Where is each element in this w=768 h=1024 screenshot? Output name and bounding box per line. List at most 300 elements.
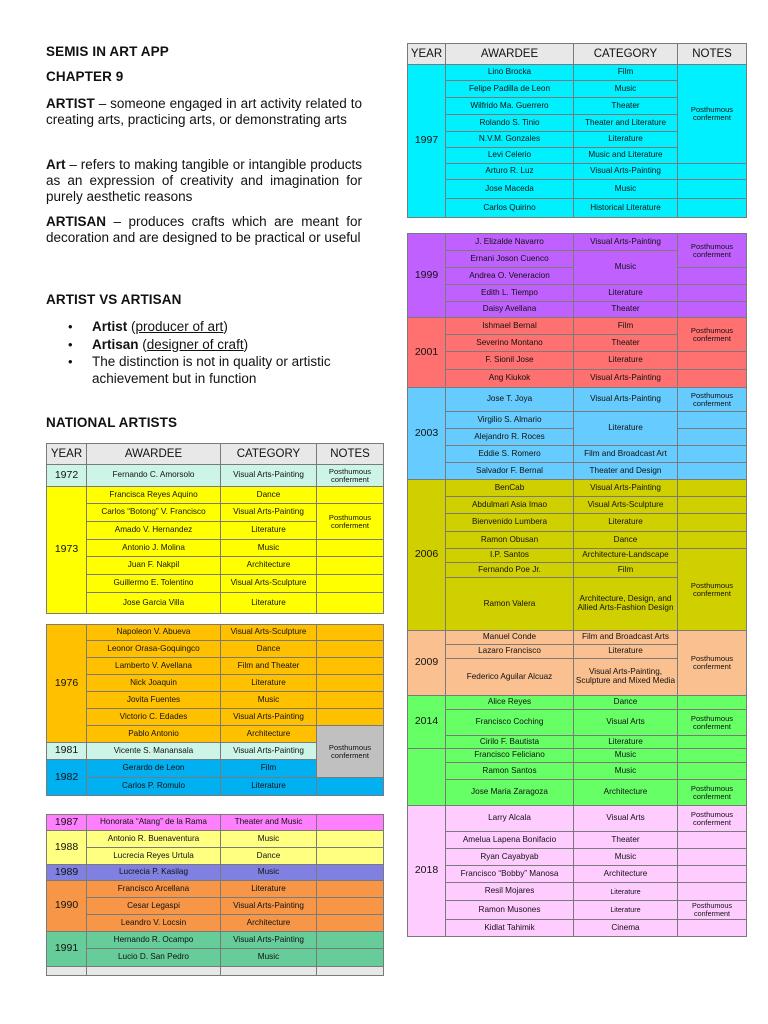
notes-cell	[317, 675, 384, 692]
art-term: Art	[46, 157, 66, 172]
category-cell: Dance	[221, 487, 317, 504]
table-row	[408, 412, 747, 429]
table-row	[47, 815, 384, 831]
category-cell: Literature	[221, 881, 317, 898]
year-cell: 1972	[47, 465, 87, 487]
artisan-definition-text: – produces crafts which are meant for decoration and are designed to be practical or useful	[46, 214, 362, 246]
table-row	[47, 831, 384, 848]
producer-of-art-link: producer of art	[135, 319, 224, 334]
table-row	[47, 898, 384, 915]
notes-cell	[678, 514, 747, 532]
notes-cell	[678, 268, 747, 285]
bullet-artist-term: Artist	[92, 319, 128, 334]
national-artists-table-3	[46, 814, 384, 976]
table-header-row	[408, 44, 747, 65]
table-row	[408, 901, 747, 920]
table-row	[47, 709, 384, 726]
bullet-item-distinction: • The distinction is not in quality or artistic achievement but in function	[46, 354, 362, 386]
bullet-paren: )	[223, 319, 228, 334]
awardee-cell: Eddie S. Romero	[446, 446, 574, 463]
awardee-cell: Virgilio S. Almario	[446, 412, 574, 429]
table-row	[408, 736, 747, 749]
notes-cell	[678, 199, 747, 218]
table-row	[47, 967, 384, 976]
category-cell: Literature	[574, 285, 678, 302]
awardee-cell: Severino Montano	[446, 335, 574, 352]
table-row	[47, 641, 384, 658]
awardee-cell: Ramon Obusan	[446, 532, 574, 549]
header-awardee: AWARDEE	[446, 44, 574, 65]
category-cell: Music	[574, 251, 678, 285]
awardee-cell: Guillermo E. Tolentino	[87, 575, 221, 593]
bullet-item-artist	[46, 319, 362, 335]
category-cell: Visual Arts-Painting	[574, 164, 678, 180]
notes-cell	[317, 915, 384, 932]
category-cell: Visual Arts-Sculpture	[574, 497, 678, 514]
notes-cell	[678, 352, 747, 370]
awardee-cell: Francisco Arcellana	[87, 881, 221, 898]
category-cell: Visual Arts	[574, 806, 678, 832]
category-cell: Literature	[574, 883, 678, 901]
notes-cell	[678, 883, 747, 901]
table-row	[408, 806, 747, 832]
category-cell: Visual Arts-Sculpture	[221, 575, 317, 593]
awardee-cell: Amado V. Hernandez	[87, 522, 221, 540]
header-category: CATEGORY	[221, 444, 317, 465]
table-row	[47, 593, 384, 614]
awardee-cell: Manuel Conde	[446, 631, 574, 645]
table-row	[47, 949, 384, 967]
awardee-cell: Carlos P. Romulo	[87, 778, 221, 796]
awardee-cell: Lazaro Francisco	[446, 645, 574, 659]
table-row	[408, 446, 747, 463]
category-cell: Music	[221, 831, 317, 848]
notes-cell: Posthumous conferment	[678, 65, 747, 164]
table-row	[408, 532, 747, 549]
notes-cell	[678, 302, 747, 318]
notes-cell	[678, 749, 747, 763]
table-row	[47, 557, 384, 575]
notes-cell	[678, 463, 747, 480]
notes-cell	[317, 815, 384, 831]
awardee-cell: Ang Kiukok	[446, 370, 574, 388]
awardee-cell: Alice Reyes	[446, 696, 574, 710]
table-row	[408, 749, 747, 763]
awardee-cell: Amelua Lapena Bonifacio	[446, 832, 574, 849]
awardee-cell: Nick Joaquin	[87, 675, 221, 692]
category-cell: Literature	[574, 514, 678, 532]
category-cell	[221, 967, 317, 976]
category-cell: Visual Arts-Painting	[221, 743, 317, 760]
table-row	[47, 865, 384, 881]
table-row	[47, 675, 384, 692]
notes-cell	[678, 446, 747, 463]
category-cell: Visual Arts-Painting	[221, 709, 317, 726]
notes-cell: Posthumous conferment	[317, 465, 384, 487]
year-cell	[47, 967, 87, 976]
awardee-cell: N.V.M. Gonzales	[446, 132, 574, 148]
notes-cell	[678, 412, 747, 429]
table-row	[408, 497, 747, 514]
notes-cell	[678, 736, 747, 749]
table-row	[408, 631, 747, 645]
notes-cell: Posthumous conferment	[678, 318, 747, 352]
category-cell: Architecture, Design, and Allied Arts-Fashion Design	[574, 578, 678, 631]
category-cell: Architecture	[574, 780, 678, 806]
notes-cell	[317, 932, 384, 949]
category-cell: Literature	[221, 593, 317, 614]
notes-cell	[317, 487, 384, 504]
table-row	[47, 726, 384, 743]
notes-cell	[678, 370, 747, 388]
category-cell: Literature	[574, 736, 678, 749]
header-year: YEAR	[47, 444, 87, 465]
notes-cell	[678, 696, 747, 710]
category-cell: Theater	[574, 98, 678, 115]
notes-cell: Posthumous conferment	[678, 710, 747, 736]
table-row	[47, 658, 384, 675]
awardee-cell: Francisca Reyes Aquino	[87, 487, 221, 504]
document-title: SEMIS IN ART APP	[46, 44, 169, 59]
notes-cell	[678, 849, 747, 866]
awardee-cell: Ernani Joson Cuenco	[446, 251, 574, 268]
category-cell: Architecture-Landscape	[574, 549, 678, 563]
awardee-cell: Juan F. Nakpil	[87, 557, 221, 575]
year-cell: 1999	[408, 234, 446, 318]
notes-cell: Posthumous conferment	[678, 901, 747, 920]
table-row	[408, 832, 747, 849]
awardee-cell: Napoleon V. Abueva	[87, 625, 221, 641]
table-row	[47, 625, 384, 641]
notes-cell	[678, 480, 747, 497]
category-cell: Music	[221, 949, 317, 967]
category-cell: Visual Arts-Painting	[221, 504, 317, 522]
table-row	[47, 504, 384, 522]
table-row	[408, 164, 747, 180]
notes-cell: Posthumous conferment	[678, 549, 747, 631]
bullet-artisan-term: Artisan	[92, 336, 139, 352]
awardee-cell: Pablo Antonio	[87, 726, 221, 743]
table-row	[408, 463, 747, 480]
table-row	[408, 763, 747, 780]
category-cell: Literature	[221, 778, 317, 796]
header-notes: NOTES	[678, 44, 747, 65]
category-cell: Theater and Music	[221, 815, 317, 831]
national-artists-table-1	[46, 443, 384, 614]
national-artists-heading: NATIONAL ARTISTS	[46, 415, 178, 430]
awardee-cell: Leandro V. Locsin	[87, 915, 221, 932]
bullet-paren: (	[138, 336, 147, 352]
category-cell: Literature	[574, 645, 678, 659]
artisan-definition	[46, 214, 362, 246]
notes-cell	[678, 920, 747, 937]
awardee-cell: Francisco “Bobby” Manosa	[446, 866, 574, 883]
awardee-cell	[87, 967, 221, 976]
year-cell: 2018	[408, 806, 446, 937]
awardee-cell: Fernando C. Amorsolo	[87, 465, 221, 487]
category-cell: Music	[574, 749, 678, 763]
category-cell: Film	[221, 760, 317, 778]
notes-cell	[678, 832, 747, 849]
table-row	[408, 318, 747, 335]
table-row	[47, 848, 384, 865]
bullet-list	[46, 319, 362, 388]
notes-cell	[317, 898, 384, 915]
notes-cell	[317, 967, 384, 976]
category-cell: Film	[574, 563, 678, 578]
notes-cell	[317, 641, 384, 658]
category-cell: Film and Broadcast Arts	[574, 631, 678, 645]
table-row	[408, 65, 747, 81]
awardee-cell: Francisco Coching	[446, 710, 574, 736]
year-cell: 1991	[47, 932, 87, 967]
year-cell: 1973	[47, 487, 87, 614]
artist-vs-artisan-heading: ARTIST VS ARTISAN	[46, 292, 182, 307]
awardee-cell: Cirilo F. Bautista	[446, 736, 574, 749]
awardee-cell: BenCab	[446, 480, 574, 497]
awardee-cell: Ramon Musones	[446, 901, 574, 920]
awardee-cell: Rolando S. Tinio	[446, 115, 574, 132]
category-cell: Music	[574, 180, 678, 199]
awardee-cell: Leonor Orasa-Goquingco	[87, 641, 221, 658]
awardee-cell: Fernando Poe Jr.	[446, 563, 574, 578]
table-row	[408, 866, 747, 883]
table-row	[47, 575, 384, 593]
table-row	[408, 480, 747, 497]
category-cell: Theater	[574, 335, 678, 352]
awardee-cell: Federico Aguilar Alcuaz	[446, 659, 574, 696]
notes-cell	[678, 164, 747, 180]
chapter-heading: CHAPTER 9	[46, 69, 124, 84]
awardee-cell: Alejandro R. Roces	[446, 429, 574, 446]
notes-cell	[317, 625, 384, 641]
notes-cell	[678, 532, 747, 549]
awardee-cell: F. Sionil Jose	[446, 352, 574, 370]
year-cell: 1981	[47, 743, 87, 760]
table-row	[408, 234, 747, 251]
awardee-cell: Jose Maria Zaragoza	[446, 780, 574, 806]
table-row	[408, 370, 747, 388]
notes-cell: Posthumous conferment	[678, 806, 747, 832]
table-row	[408, 302, 747, 318]
notes-cell	[678, 763, 747, 780]
awardee-cell: Francisco Feliciano	[446, 749, 574, 763]
notes-cell	[317, 575, 384, 593]
notes-cell	[678, 429, 747, 446]
header-awardee: AWARDEE	[87, 444, 221, 465]
notes-cell	[317, 949, 384, 967]
notes-cell	[317, 881, 384, 898]
year-cell: 1988	[47, 831, 87, 865]
artisan-term: ARTISAN	[46, 214, 106, 229]
awardee-cell: Jose T. Joya	[446, 388, 574, 412]
table-row	[47, 881, 384, 898]
table-row	[408, 285, 747, 302]
category-cell: Theater	[574, 832, 678, 849]
category-cell: Visual Arts-Painting	[574, 388, 678, 412]
category-cell: Visual Arts-Sculpture	[221, 625, 317, 641]
year-cell: 1990	[47, 881, 87, 932]
category-cell: Literature	[574, 352, 678, 370]
category-cell: Architecture	[221, 557, 317, 575]
notes-cell: Posthumous conferment	[678, 234, 747, 268]
category-cell: Literature	[574, 132, 678, 148]
awardee-cell: Lucio D. San Pedro	[87, 949, 221, 967]
awardee-cell: Gerardo de Leon	[87, 760, 221, 778]
table-row	[408, 388, 747, 412]
year-cell: 1987	[47, 815, 87, 831]
table-row	[408, 696, 747, 710]
awardee-cell: Carlos Quirino	[446, 199, 574, 218]
category-cell: Film and Broadcast Art	[574, 446, 678, 463]
bullet-item-artisan	[46, 337, 362, 353]
category-cell: Cinema	[574, 920, 678, 937]
category-cell: Literature	[574, 412, 678, 446]
category-cell: Historical Literature	[574, 199, 678, 218]
category-cell: Dance	[574, 696, 678, 710]
notes-cell: Posthumous conferment	[317, 504, 384, 540]
awardee-cell: Daisy Avellana	[446, 302, 574, 318]
awardee-cell: Abdulmari Asia Imao	[446, 497, 574, 514]
awardee-cell: Antonio J. Molina	[87, 540, 221, 557]
category-cell: Film	[574, 65, 678, 81]
awardee-cell: Hernando R. Ocampo	[87, 932, 221, 949]
table-row	[408, 920, 747, 937]
notes-cell	[317, 831, 384, 848]
category-cell: Dance	[574, 532, 678, 549]
table-row	[408, 180, 747, 199]
art-definition-text: – refers to making tangible or intangible products as an expression of creativity and imagination for purely aesthetic reasons	[46, 157, 362, 205]
national-artists-table-5	[407, 233, 747, 937]
notes-cell: Posthumous conferment	[678, 388, 747, 412]
table-row	[47, 540, 384, 557]
category-cell: Music	[221, 540, 317, 557]
category-cell: Theater and Design	[574, 463, 678, 480]
category-cell: Visual Arts	[574, 710, 678, 736]
year-cell	[408, 749, 446, 806]
awardee-cell: Antonio R. Buenaventura	[87, 831, 221, 848]
bullet-paren: )	[243, 336, 249, 352]
table-row	[408, 780, 747, 806]
category-cell: Visual Arts-Painting	[574, 370, 678, 388]
awardee-cell: Bienvenido Lumbera	[446, 514, 574, 532]
year-cell: 1989	[47, 865, 87, 881]
table-row	[408, 883, 747, 901]
year-cell: 2009	[408, 631, 446, 696]
notes-cell	[317, 540, 384, 557]
category-cell: Visual Arts-Painting	[574, 234, 678, 251]
notes-cell: Posthumous conferment	[317, 726, 384, 778]
category-cell: Music and Literature	[574, 148, 678, 164]
notes-cell	[317, 692, 384, 709]
category-cell: Film	[574, 318, 678, 335]
awardee-cell: Honorata “Atang” de la Rama	[87, 815, 221, 831]
category-cell: Music	[574, 763, 678, 780]
notes-cell	[317, 593, 384, 614]
awardee-cell: Ramon Santos	[446, 763, 574, 780]
category-cell: Visual Arts-Painting, Sculpture and Mixed Media	[574, 659, 678, 696]
awardee-cell: Victorio C. Edades	[87, 709, 221, 726]
year-cell: 1976	[47, 625, 87, 743]
category-cell: Visual Arts-Painting	[574, 480, 678, 497]
artist-definition	[46, 96, 362, 128]
awardee-cell: Ramon Valera	[446, 578, 574, 631]
national-artists-table-2	[46, 624, 384, 796]
awardee-cell: Ishmael Bernal	[446, 318, 574, 335]
designer-of-craft-link: designer of craft	[146, 336, 244, 352]
artist-term: ARTIST	[46, 96, 95, 111]
category-cell: Architecture	[574, 866, 678, 883]
category-cell: Architecture	[221, 726, 317, 743]
awardee-cell: I.P. Santos	[446, 549, 574, 563]
awardee-cell: Jovita Fuentes	[87, 692, 221, 709]
awardee-cell: Levi Celerio	[446, 148, 574, 164]
year-cell: 2001	[408, 318, 446, 388]
table-header-row	[47, 444, 384, 465]
table-row	[408, 199, 747, 218]
awardee-cell: Jose Garcia Villa	[87, 593, 221, 614]
awardee-cell: Edith L. Tiempo	[446, 285, 574, 302]
year-cell: 1997	[408, 65, 446, 218]
table-row	[47, 692, 384, 709]
category-cell: Visual Arts-Painting	[221, 932, 317, 949]
awardee-cell: Arturo R. Luz	[446, 164, 574, 180]
awardee-cell: Wilfrido Ma. Guerrero	[446, 98, 574, 115]
notes-cell	[317, 848, 384, 865]
category-cell: Visual Arts-Painting	[221, 898, 317, 915]
category-cell: Dance	[221, 848, 317, 865]
year-cell: 1982	[47, 760, 87, 796]
awardee-cell: Carlos “Botong” V. Francisco	[87, 504, 221, 522]
notes-cell	[678, 285, 747, 302]
table-row	[47, 778, 384, 796]
art-definition	[46, 157, 362, 206]
category-cell: Visual Arts-Painting	[221, 465, 317, 487]
table-row	[408, 710, 747, 736]
category-cell: Music	[574, 849, 678, 866]
notes-cell	[317, 778, 384, 796]
table-row	[47, 915, 384, 932]
table-row	[408, 514, 747, 532]
notes-cell	[678, 497, 747, 514]
category-cell: Literature	[574, 901, 678, 920]
awardee-cell: Salvador F. Bernal	[446, 463, 574, 480]
awardee-cell: Lucrecia P. Kasilag	[87, 865, 221, 881]
bullet-paren: (	[127, 319, 136, 334]
awardee-cell: Jose Maceda	[446, 180, 574, 199]
category-cell: Music	[221, 865, 317, 881]
artist-definition-text: – someone engaged in art activity related to creating arts, practicing arts, or demonstrating arts	[46, 96, 362, 128]
category-cell: Music	[574, 81, 678, 98]
table-row	[408, 549, 747, 563]
table-row	[408, 352, 747, 370]
awardee-cell: Resil Mojares	[446, 883, 574, 901]
notes-cell	[317, 709, 384, 726]
notes-cell	[317, 658, 384, 675]
awardee-cell: Vicente S. Manansala	[87, 743, 221, 760]
table-row	[47, 487, 384, 504]
category-cell: Theater and Literature	[574, 115, 678, 132]
year-cell: 2014	[408, 696, 446, 749]
notes-cell	[317, 557, 384, 575]
category-cell: Film and Theater	[221, 658, 317, 675]
notes-cell	[678, 866, 747, 883]
awardee-cell: J. Elizalde Navarro	[446, 234, 574, 251]
table-row	[47, 465, 384, 487]
awardee-cell: Felipe Padilla de Leon	[446, 81, 574, 98]
category-cell: Music	[221, 692, 317, 709]
awardee-cell: Kidlat Tahimik	[446, 920, 574, 937]
